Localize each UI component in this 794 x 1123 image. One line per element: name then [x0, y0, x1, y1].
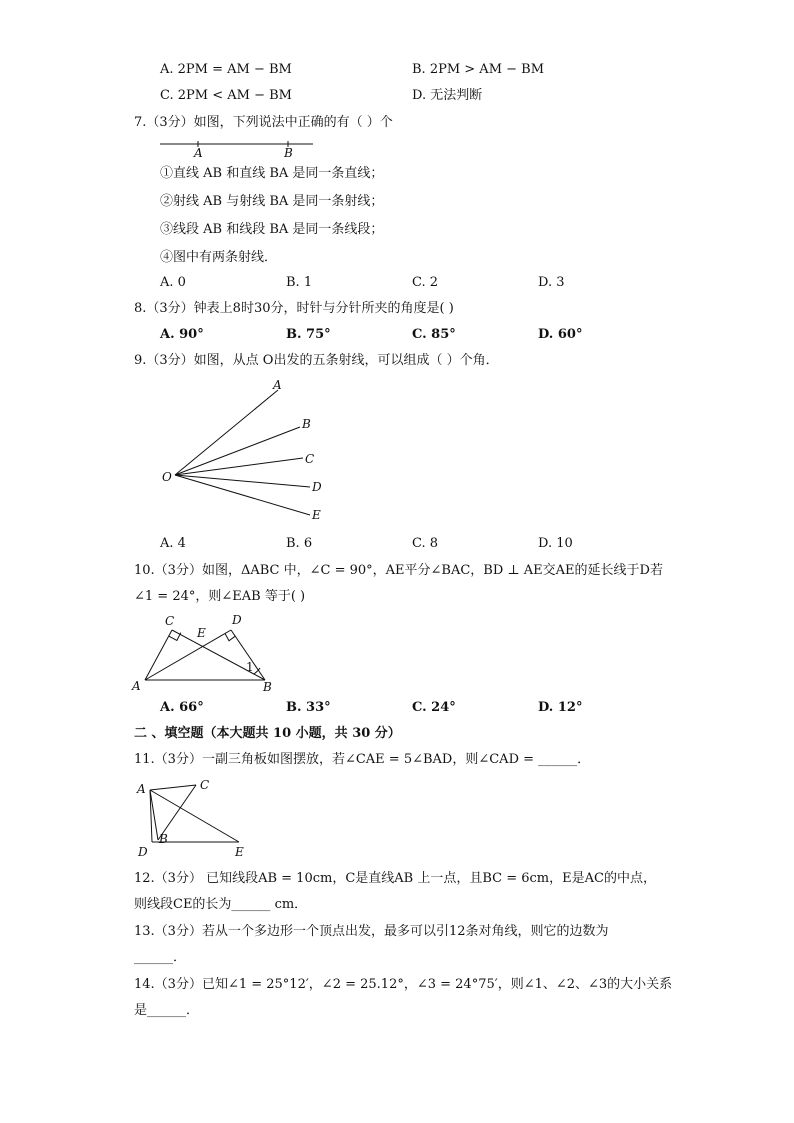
- q10-label-angle-1: 1: [246, 660, 254, 674]
- q11-stem: 11.（3分）一副三角板如图摆放，若∠CAE = 5∠BAD，则∠CAD = ______．: [134, 752, 591, 767]
- q12-line2: 则线段CE的长为______ cm．: [134, 897, 308, 912]
- q7-option-b: B. 1: [286, 275, 313, 290]
- q13-line1: 13.（3分）若从一个多边形一个顶点出发，最多可以引12条对角线，则它的边数为: [134, 924, 609, 939]
- q9-option-b: B. 6: [286, 536, 313, 551]
- q9-label-c: C: [305, 452, 315, 466]
- q7-option-a: A. 0: [160, 275, 186, 290]
- q6-option-a: A. 2PM = AM − BM: [160, 62, 292, 77]
- q10-label-a: A: [132, 679, 141, 693]
- q9-option-a: A. 4: [160, 536, 186, 551]
- q9-ray-oc: [175, 458, 303, 475]
- q7-label-b: B: [284, 146, 293, 160]
- q7-statement-4: ④图中有两条射线．: [160, 250, 278, 265]
- q10-option-a: A. 66°: [160, 700, 204, 715]
- q7-statement-3: ③线段 AB 和线段 BA 是同一条线段；: [160, 222, 384, 237]
- q9-option-d: D. 10: [538, 536, 573, 551]
- q11-label-c: C: [200, 778, 210, 792]
- q10-option-b: B. 33°: [286, 700, 331, 715]
- q9-label-a: A: [273, 378, 282, 392]
- q11-label-b: B: [159, 832, 168, 846]
- q10-stem-line2: ∠1 = 24°，则∠EAB 等于( ): [134, 589, 306, 604]
- q7-figure-line-ab: [155, 138, 325, 162]
- q9-ray-oa: [175, 390, 278, 475]
- q10-option-c: C. 24°: [412, 700, 456, 715]
- q7-stem: 7.（3分）如图，下列说法中正确的有（ ）个: [134, 115, 393, 130]
- q9-label-e: E: [312, 508, 321, 522]
- q7-option-c: C. 2: [412, 275, 439, 290]
- q14-line1: 14.（3分）已知∠1 = 25°12′，∠2 = 25.12°，∠3 = 24°75′，则∠1、∠2、∠3的大小关系: [134, 977, 673, 992]
- q9-label-o: O: [162, 470, 172, 484]
- q6-option-d: D. 无法判断: [412, 88, 483, 103]
- q9-figure-rays: [150, 375, 350, 530]
- q13-line2: ______．: [134, 950, 187, 965]
- q6-option-c: C. 2PM < AM − BM: [160, 88, 292, 103]
- q9-label-d: D: [312, 480, 322, 494]
- q8-option-c: C. 85°: [412, 327, 456, 342]
- q10-label-d: D: [232, 613, 242, 627]
- q10-label-b: B: [263, 680, 272, 694]
- q8-stem: 8.（3分）钟表上8时30分，时针与分针所夹的角度是( ): [134, 301, 454, 316]
- q10-stem-line1: 10.（3分）如图，ΔABC 中，∠C = 90°，AE平分∠BAC，BD ⊥ AE交AE的延长线于D若: [134, 563, 663, 578]
- q10-label-e: E: [197, 626, 206, 640]
- q8-option-b: B. 75°: [286, 327, 331, 342]
- q11-segment-ac: [150, 785, 196, 790]
- q10-label-c: C: [165, 614, 175, 628]
- section-2-title: 二 、填空题（本大题共 10 小题，共 30 分）: [134, 726, 401, 741]
- q9-label-b: B: [302, 417, 311, 431]
- q14-line2: 是______．: [134, 1003, 200, 1018]
- q8-option-a: A. 90°: [160, 327, 204, 342]
- q9-option-c: C. 8: [412, 536, 439, 551]
- q7-statement-1: ①直线 AB 和直线 BA 是同一条直线；: [160, 166, 384, 181]
- q11-figure-set-squares: [132, 775, 257, 860]
- q10-figure-triangle: [130, 610, 290, 695]
- q11-label-a: A: [137, 782, 146, 796]
- q12-line1: 12.（3分） 已知线段AB = 10cm，C是直线AB 上一点，且BC = 6cm，E是AC的中点，: [134, 871, 656, 886]
- q11-label-d: D: [138, 845, 148, 859]
- q8-option-d: D. 60°: [538, 327, 583, 342]
- q10-option-d: D. 12°: [538, 700, 583, 715]
- q7-label-a: A: [194, 146, 203, 160]
- q9-stem: 9.（3分）如图，从点 O出发的五条射线，可以组成（ ）个角．: [134, 353, 499, 368]
- q11-label-e: E: [235, 845, 244, 859]
- q7-statement-2: ②射线 AB 与射线 BA 是同一条射线；: [160, 194, 384, 209]
- q6-option-b: B. 2PM > AM − BM: [412, 62, 545, 77]
- q9-ray-ob: [175, 427, 300, 475]
- q7-option-d: D. 3: [538, 275, 565, 290]
